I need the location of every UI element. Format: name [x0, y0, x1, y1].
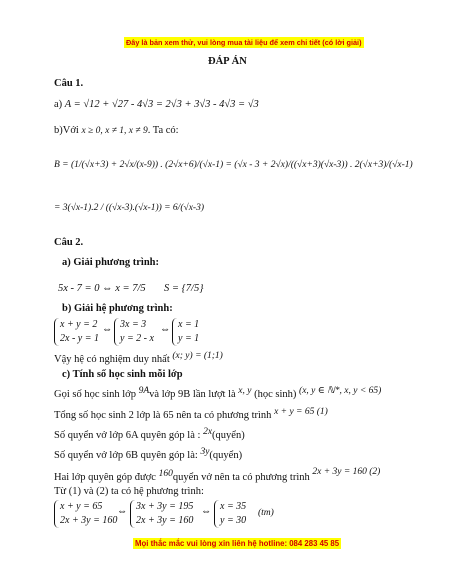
q2-b-system-1: [60, 318, 99, 346]
q2-c-line-2: [54, 407, 328, 421]
equation-2: 2x + 3y = 160 (2): [312, 467, 381, 477]
q2-c-system-3: [220, 500, 246, 528]
q2-b-system-2: [120, 318, 154, 346]
equation: y = 30: [220, 515, 247, 526]
q2-b-system-3: [178, 318, 199, 346]
value: 3y: [200, 447, 210, 457]
equation: x = 1: [178, 319, 200, 330]
class-name: 9A: [138, 386, 150, 396]
q2-b-conclusion: [54, 351, 223, 365]
page-title: ĐÁP ÁN: [208, 56, 247, 67]
equation-1: x + y = 65 (1): [274, 407, 328, 417]
text: Số quyển vở lớp 6B quyên góp là:: [54, 450, 198, 461]
brace: [214, 500, 219, 528]
q1-B-line-1: B = (1/(√x+3) + 2√x/(x-9)) . (2√x+6)/(√x-1) = (√x - 3 + 2√x)/((√x+3)(√x-3)) . 2(√x+3)/(√x-1): [54, 160, 413, 170]
equation: 2x + 3y = 160: [60, 515, 118, 526]
text: Gọi số học sinh lớp: [54, 389, 136, 400]
q1-b-prefix: b)Với: [54, 125, 79, 136]
hotline-banner: Mọi thắc mắc vui lòng xin liên hệ hotline: 084 283 45 85: [135, 539, 340, 548]
conclusion-text: Vậy hệ có nghiệm duy nhất: [54, 354, 170, 365]
q2-c-system-2: [136, 500, 193, 528]
equation: 2x - y = 1: [60, 333, 99, 344]
unit: (quyển): [212, 430, 245, 441]
q2-c-line-3: [54, 427, 245, 441]
value: 2x: [203, 427, 213, 437]
q1-a-expression: A = √12 + √27 - 4√3 = 2√3 + 3√3 - 4√3 = √3: [64, 99, 259, 110]
q2-c-heading: c) Tính số học sinh mỗi lớp: [62, 369, 183, 380]
q1-b-condition: x ≥ 0, x ≠ 1, x ≠ 9: [81, 126, 148, 136]
text: Tổng số học sinh 2 lớp là 65 nên ta có phương trình: [54, 410, 272, 421]
brace: [130, 500, 135, 528]
number: 160: [158, 469, 173, 479]
brace: [54, 318, 59, 346]
preview-banner: Đây là bản xem thử, vui lòng mua tài liệu để xem chi tiết (có lời giải): [126, 38, 362, 47]
q2-c-line-6: Từ (1) và (2) ta có hệ phương trình:: [54, 486, 204, 497]
equation: x + y = 2: [60, 319, 98, 330]
text: Hai lớp quyên góp được: [54, 472, 156, 483]
solution-pair: (x; y) = (1;1): [172, 351, 223, 361]
q2-c-line-4: [54, 447, 243, 461]
equation: y = 1: [178, 333, 200, 344]
q1-part-b: [54, 125, 179, 136]
equation: 3x + 3y = 195: [136, 501, 194, 512]
q2-c-line-1: [54, 386, 382, 400]
question-2-label: Câu 2.: [54, 237, 84, 248]
equation: y = 2 - x: [120, 333, 154, 344]
equation: x = 35: [220, 501, 247, 512]
tm-note: (tm): [258, 508, 274, 518]
brace: [172, 318, 177, 346]
text: (học sinh): [254, 389, 297, 400]
q1-part-a: [54, 99, 259, 110]
text: Số quyển vở lớp 6A quyên góp là :: [54, 430, 201, 441]
variables: x, y: [238, 386, 252, 396]
text: và lớp 9B lần lượt là: [149, 389, 236, 400]
q2-a-heading: a) Giải phương trình:: [62, 257, 160, 268]
q2-b-heading: b) Giải hệ phương trình:: [62, 303, 173, 314]
brace: [54, 500, 59, 528]
q2-c-line-5: [54, 467, 381, 483]
equivalence-icon: ⇔: [160, 324, 171, 335]
q1-a-prefix: a): [54, 99, 63, 110]
q1-b-suffix: . Ta có:: [147, 125, 179, 136]
condition: (x, y ∈ ℕ*, x, y < 65): [299, 386, 382, 396]
q1-B-line-2: = 3(√x-1).2 / ((√x-3).(√x-1)) = 6/(√x-3): [54, 203, 204, 213]
equation: 3x = 3: [120, 319, 147, 330]
q2-c-system-1: [60, 500, 117, 528]
q2-a-equation: 5x - 7 = 0 ⇔ x = 7/5: [58, 283, 146, 294]
text: quyển vở nên ta có phương trình: [172, 472, 310, 483]
brace: [114, 318, 119, 346]
equivalence-icon: ⇔: [201, 506, 212, 517]
q2-a-solution-set: S = {7/5}: [164, 283, 204, 294]
equivalence-icon: ⇔: [117, 506, 128, 517]
equation: 2x + 3y = 160: [136, 515, 194, 526]
equation: x + y = 65: [60, 501, 103, 512]
question-1-label: Câu 1.: [54, 78, 84, 89]
equivalence-icon: ⇔: [102, 324, 113, 335]
unit: (quyển): [209, 450, 243, 461]
